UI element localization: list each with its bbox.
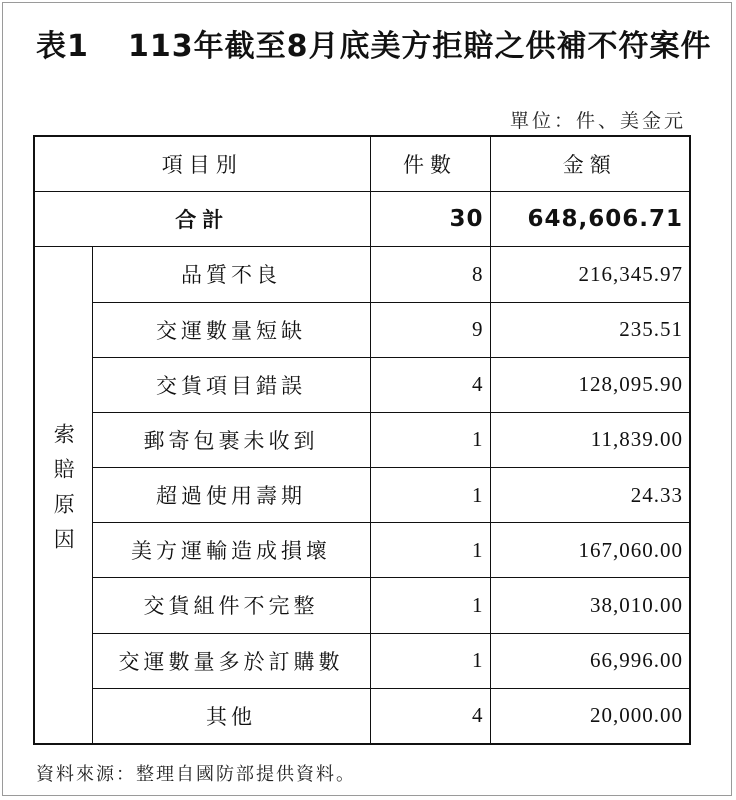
table-row: [34, 633, 690, 688]
table-row: [34, 578, 690, 633]
reason-cell: 郵寄包裹未收到: [92, 412, 370, 467]
amount-cell: 38,010.00: [490, 578, 690, 633]
reason-cell: 品質不良: [92, 247, 370, 302]
total-amount: 648,606.71: [490, 192, 690, 247]
count-cell: 1: [370, 523, 490, 578]
table-title: [36, 28, 716, 66]
reason-cell: 交運數量短缺: [92, 302, 370, 357]
reason-cell: 超過使用壽期: [92, 468, 370, 523]
amount-cell: 128,095.90: [490, 357, 690, 412]
count-cell: 9: [370, 302, 490, 357]
amount-cell: 66,996.00: [490, 633, 690, 688]
count-cell: 4: [370, 688, 490, 744]
count-cell: 1: [370, 633, 490, 688]
group-label-cell: [34, 247, 92, 744]
count-cell: 1: [370, 412, 490, 467]
header-item: 項目別: [34, 136, 370, 192]
reason-cell: 交運數量多於訂購數: [92, 633, 370, 688]
unit-note: 單位：件、美金元: [509, 110, 686, 132]
header-row: [34, 136, 690, 192]
reason-cell: 其他: [92, 688, 370, 744]
source-note: 資料來源：整理自國防部提供資料。: [36, 764, 356, 785]
table-row: [34, 247, 690, 302]
amount-cell: 24.33: [490, 468, 690, 523]
header-amount: 金額: [490, 136, 690, 192]
total-count: 30: [370, 192, 490, 247]
amount-cell: 20,000.00: [490, 688, 690, 744]
table-row: [34, 523, 690, 578]
reason-cell: 美方運輸造成損壞: [92, 523, 370, 578]
table-row: [34, 302, 690, 357]
total-row: [34, 192, 690, 247]
table-number: 表1: [36, 29, 89, 64]
count-cell: 1: [370, 468, 490, 523]
table-title-text: 113年截至8月底美方拒賠之供補不符案件: [128, 29, 712, 64]
table-row: [34, 688, 690, 744]
amount-cell: 11,839.00: [490, 412, 690, 467]
reason-cell: 交貨項目錯誤: [92, 357, 370, 412]
amount-cell: 167,060.00: [490, 523, 690, 578]
claims-table: [33, 135, 691, 745]
count-cell: 8: [370, 247, 490, 302]
header-count: 件數: [370, 136, 490, 192]
reason-cell: 交貨組件不完整: [92, 578, 370, 633]
count-cell: 1: [370, 578, 490, 633]
group-label: 索賠原因: [51, 422, 76, 563]
amount-cell: 216,345.97: [490, 247, 690, 302]
table-row: [34, 357, 690, 412]
amount-cell: 235.51: [490, 302, 690, 357]
table-row: [34, 412, 690, 467]
count-cell: 4: [370, 357, 490, 412]
total-label: 合計: [34, 192, 370, 247]
table-row: [34, 468, 690, 523]
